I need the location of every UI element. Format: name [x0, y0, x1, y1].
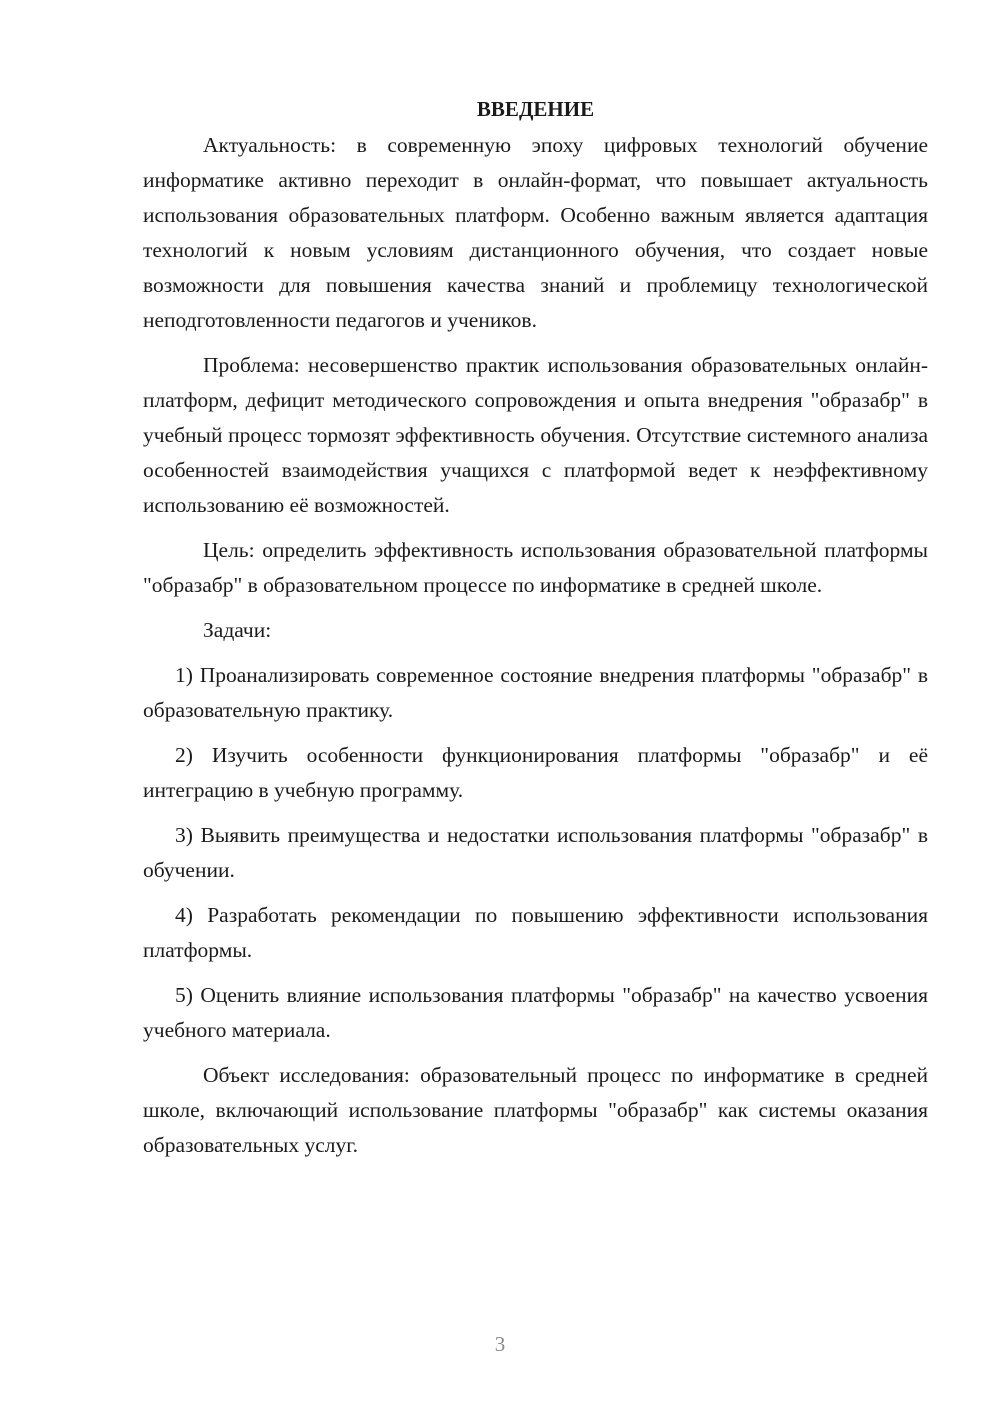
paragraph-object: Объект исследования: образовательный процесс по информатике в средней школе, включающий использование платформы "образабр" как системы оказания образовательных услуг. [143, 1063, 928, 1157]
page-number: 3 [494, 1332, 506, 1356]
task-item-5: 5) Оценить влияние использования платформы "образабр" на качество усвоения учебного материала. [143, 983, 928, 1042]
task-item-3: 3) Выявить преимущества и недостатки использования платформы "образабр" в обучении. [143, 823, 928, 882]
document-page [143, 92, 928, 1173]
paragraph-goal: Цель: определить эффективность использования образовательной платформы "образабр" в образовательном процессе по информатике в средней школе. [143, 538, 928, 597]
task-item-4: 4) Разработать рекомендации по повышению эффективности использования платформы. [143, 903, 928, 962]
task-item-1: 1) Проанализировать современное состояние внедрения платформы "образабр" в образовательную практику. [143, 663, 928, 722]
paragraph-problem: Проблема: несовершенство практик использования образовательных онлайн-платформ, дефицит методического сопровождения и опыта внедрения "образабр" в учебный процесс тормозят эффективность обучения. Отсутствие системного анализа особенностей взаимодействия учащихся с платформой ведет к неэффективному использованию её возможностей. [143, 353, 928, 517]
tasks-heading: Задачи: [203, 618, 272, 642]
task-item-2: 2) Изучить особенности функционирования платформы "образабр" и её интеграцию в учебную программу. [143, 743, 928, 802]
section-title: ВВЕДЕНИЕ [476, 97, 595, 121]
paragraph-relevance: Актуальность: в современную эпоху цифровых технологий обучение информатике активно переходит в онлайн-формат, что повышает актуальность использования образовательных платформ. Особенно важным является адаптация технологий к новым условиям дистанционного обучения, что создает новые возможности для повышения качества знаний и проблемицу технологической неподготовленности педагогов и учеников. [143, 133, 928, 332]
